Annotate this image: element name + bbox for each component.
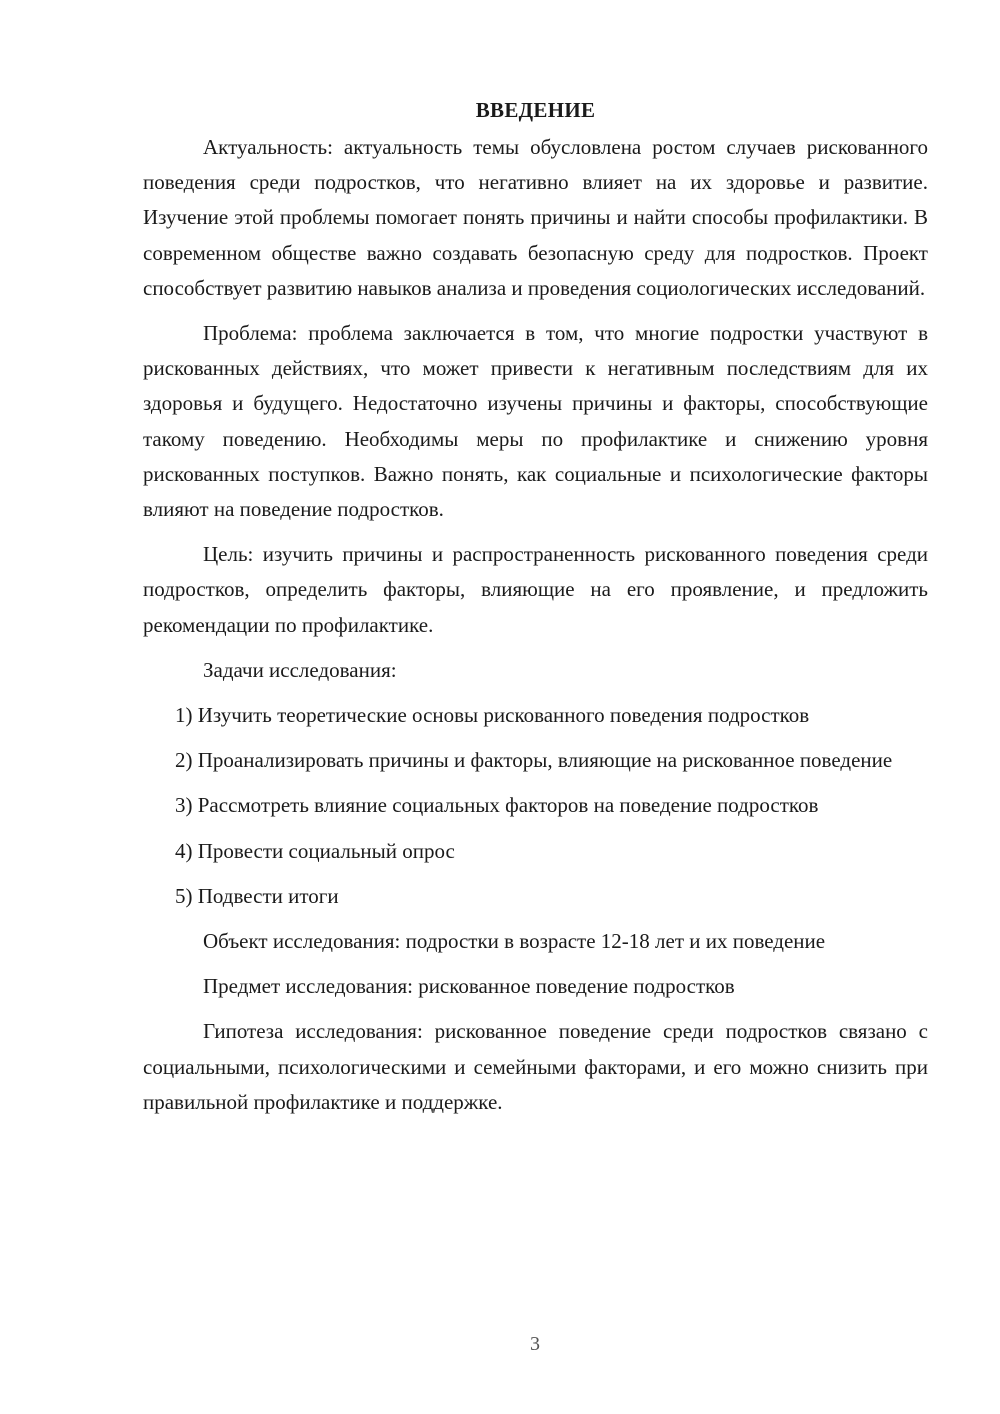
- task-item: 2) Проанализировать причины и факторы, влияющие на рискованное поведение: [175, 748, 893, 773]
- object-paragraph: Объект исследования: подростки в возрасте 12-18 лет и их поведение: [203, 929, 826, 954]
- page-number: 3: [530, 1333, 540, 1355]
- document-title: ВВЕДЕНИЕ: [475, 98, 596, 122]
- task-item: 1) Изучить теоретические основы рискованного поведения подростков: [175, 703, 810, 728]
- document-page: [143, 92, 928, 1130]
- task-item: 4) Провести социальный опрос: [175, 838, 455, 863]
- subject-paragraph: Предмет исследования: рискованное поведение подростков: [203, 974, 735, 999]
- task-item: 3) Рассмотреть влияние социальных факторов на поведение подростков: [175, 793, 819, 818]
- relevance-paragraph: Актуальность: актуальность темы обусловлена ростом случаев рискованного поведения среди подростков, что негативно влияет на их здоровье и развитие. Изучение этой проблемы помогает понять причины и найти способы профилактики. В современном обществе важно создавать безопасную среду для подростков. Проект способствует развитию навыков анализа и проведения социологических исследований.: [143, 135, 928, 300]
- goal-paragraph: Цель: изучить причины и распространенность рискованного поведения среди подростков, определить факторы, влияющие на его проявление, и предложить рекомендации по профилактике.: [143, 542, 928, 637]
- problem-paragraph: Проблема: проблема заключается в том, что многие подростки участвуют в рискованных действиях, что может привести к негативным последствиям для их здоровья и будущего. Недостаточно изучены причины и факторы, способствующие такому поведению. Необходимы меры по профилактике и снижению уровня рискованных поступков. Важно понять, как социальные и психологические факторы влияют на поведение подростков.: [143, 321, 928, 522]
- task-item: 5) Подвести итоги: [175, 883, 339, 908]
- tasks-heading: Задачи исследования:: [203, 657, 397, 682]
- hypothesis-paragraph: Гипотеза исследования: рискованное поведение среди подростков связано с социальными, психологическими и семейными факторами, и его можно снизить при правильной профилактике и поддержке.: [143, 1019, 928, 1114]
